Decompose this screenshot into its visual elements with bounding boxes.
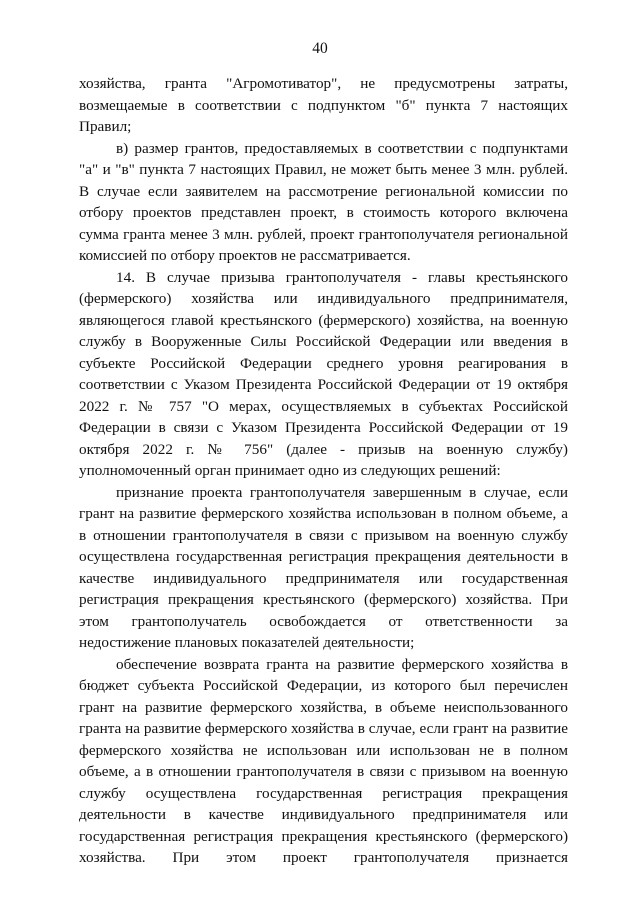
paragraph-item-14: 14. В случае призыва грантополучателя - главы крестьянского (фермерского) хозяйства или индивидуального предпринимателя, являющегося главой крестьянского (фермерского) хозяйства, на военную службу в Вооруженные Силы Российской Федерации или введения в субъекте Российской Федерации среднего уровня реагирования в соответствии с Указом Президента Российской Федерации от 19 октября 2022 г. № 757 "О мерах, осуществляемых в субъектах Российской Федерации в связи с Указом Президента Российской Федерации от 19 октября 2022 г. № 756" (далее - призыв на военную службу) уполномоченный орган принимает одно из следующих решений: [79,268,568,479]
paragraph-continuation: хозяйства, гранта "Агромотиватор", не предусмотрены затраты, возмещаемые в соответствии с подпунктом "б" пункта 7 настоящих Правил; [79,75,568,135]
paragraph-decision-completion: признание проекта грантополучателя завершенным в случае, если грант на развитие фермерского хозяйства использован в полном объеме, а в отношении грантополучателя в связи с призывом на военную службу осуществлена государственная регистрация прекращения деятельности в качестве индивидуального предпринимателя или государственная регистрация прекращения крестьянского (фермерского) хозяйства. При этом грантополучатель освобождается от ответственности за недостижение плановых показателей деятельности; [79,483,568,651]
document-body [79,73,568,869]
paragraph-subitem-v: в) размер грантов, предоставляемых в соответствии с подпунктами "а" и "в" пункта 7 настоящих Правил, не может быть менее 3 млн. рублей. В случае если заявителем на рассмотрение региональной комиссии по отбору проектов представлен проект, в стоимость которого включена сумма гранта менее 3 млн. рублей, проект грантополучателя региональной комиссией по отбору проектов не рассматривается. [79,139,568,264]
paragraph-decision-refund: обеспечение возврата гранта на развитие фермерского хозяйства в бюджет субъекта Российской Федерации, из которого был перечислен грант на развитие фермерского хозяйства, в объеме неиспользованного гранта на развитие фермерского хозяйства в случае, если грант на развитие фермерского хозяйства не использован или использован не в полном объеме, а в отношении грантополучателя в связи с призывом на военную службу осуществлена государственная регистрация прекращения деятельности в качестве индивидуального предпринимателя или государственная регистрация прекращения крестьянского (фермерского) хозяйства. При этом проект грантополучателя признается [79,655,568,866]
page-number: 40 [312,40,328,57]
